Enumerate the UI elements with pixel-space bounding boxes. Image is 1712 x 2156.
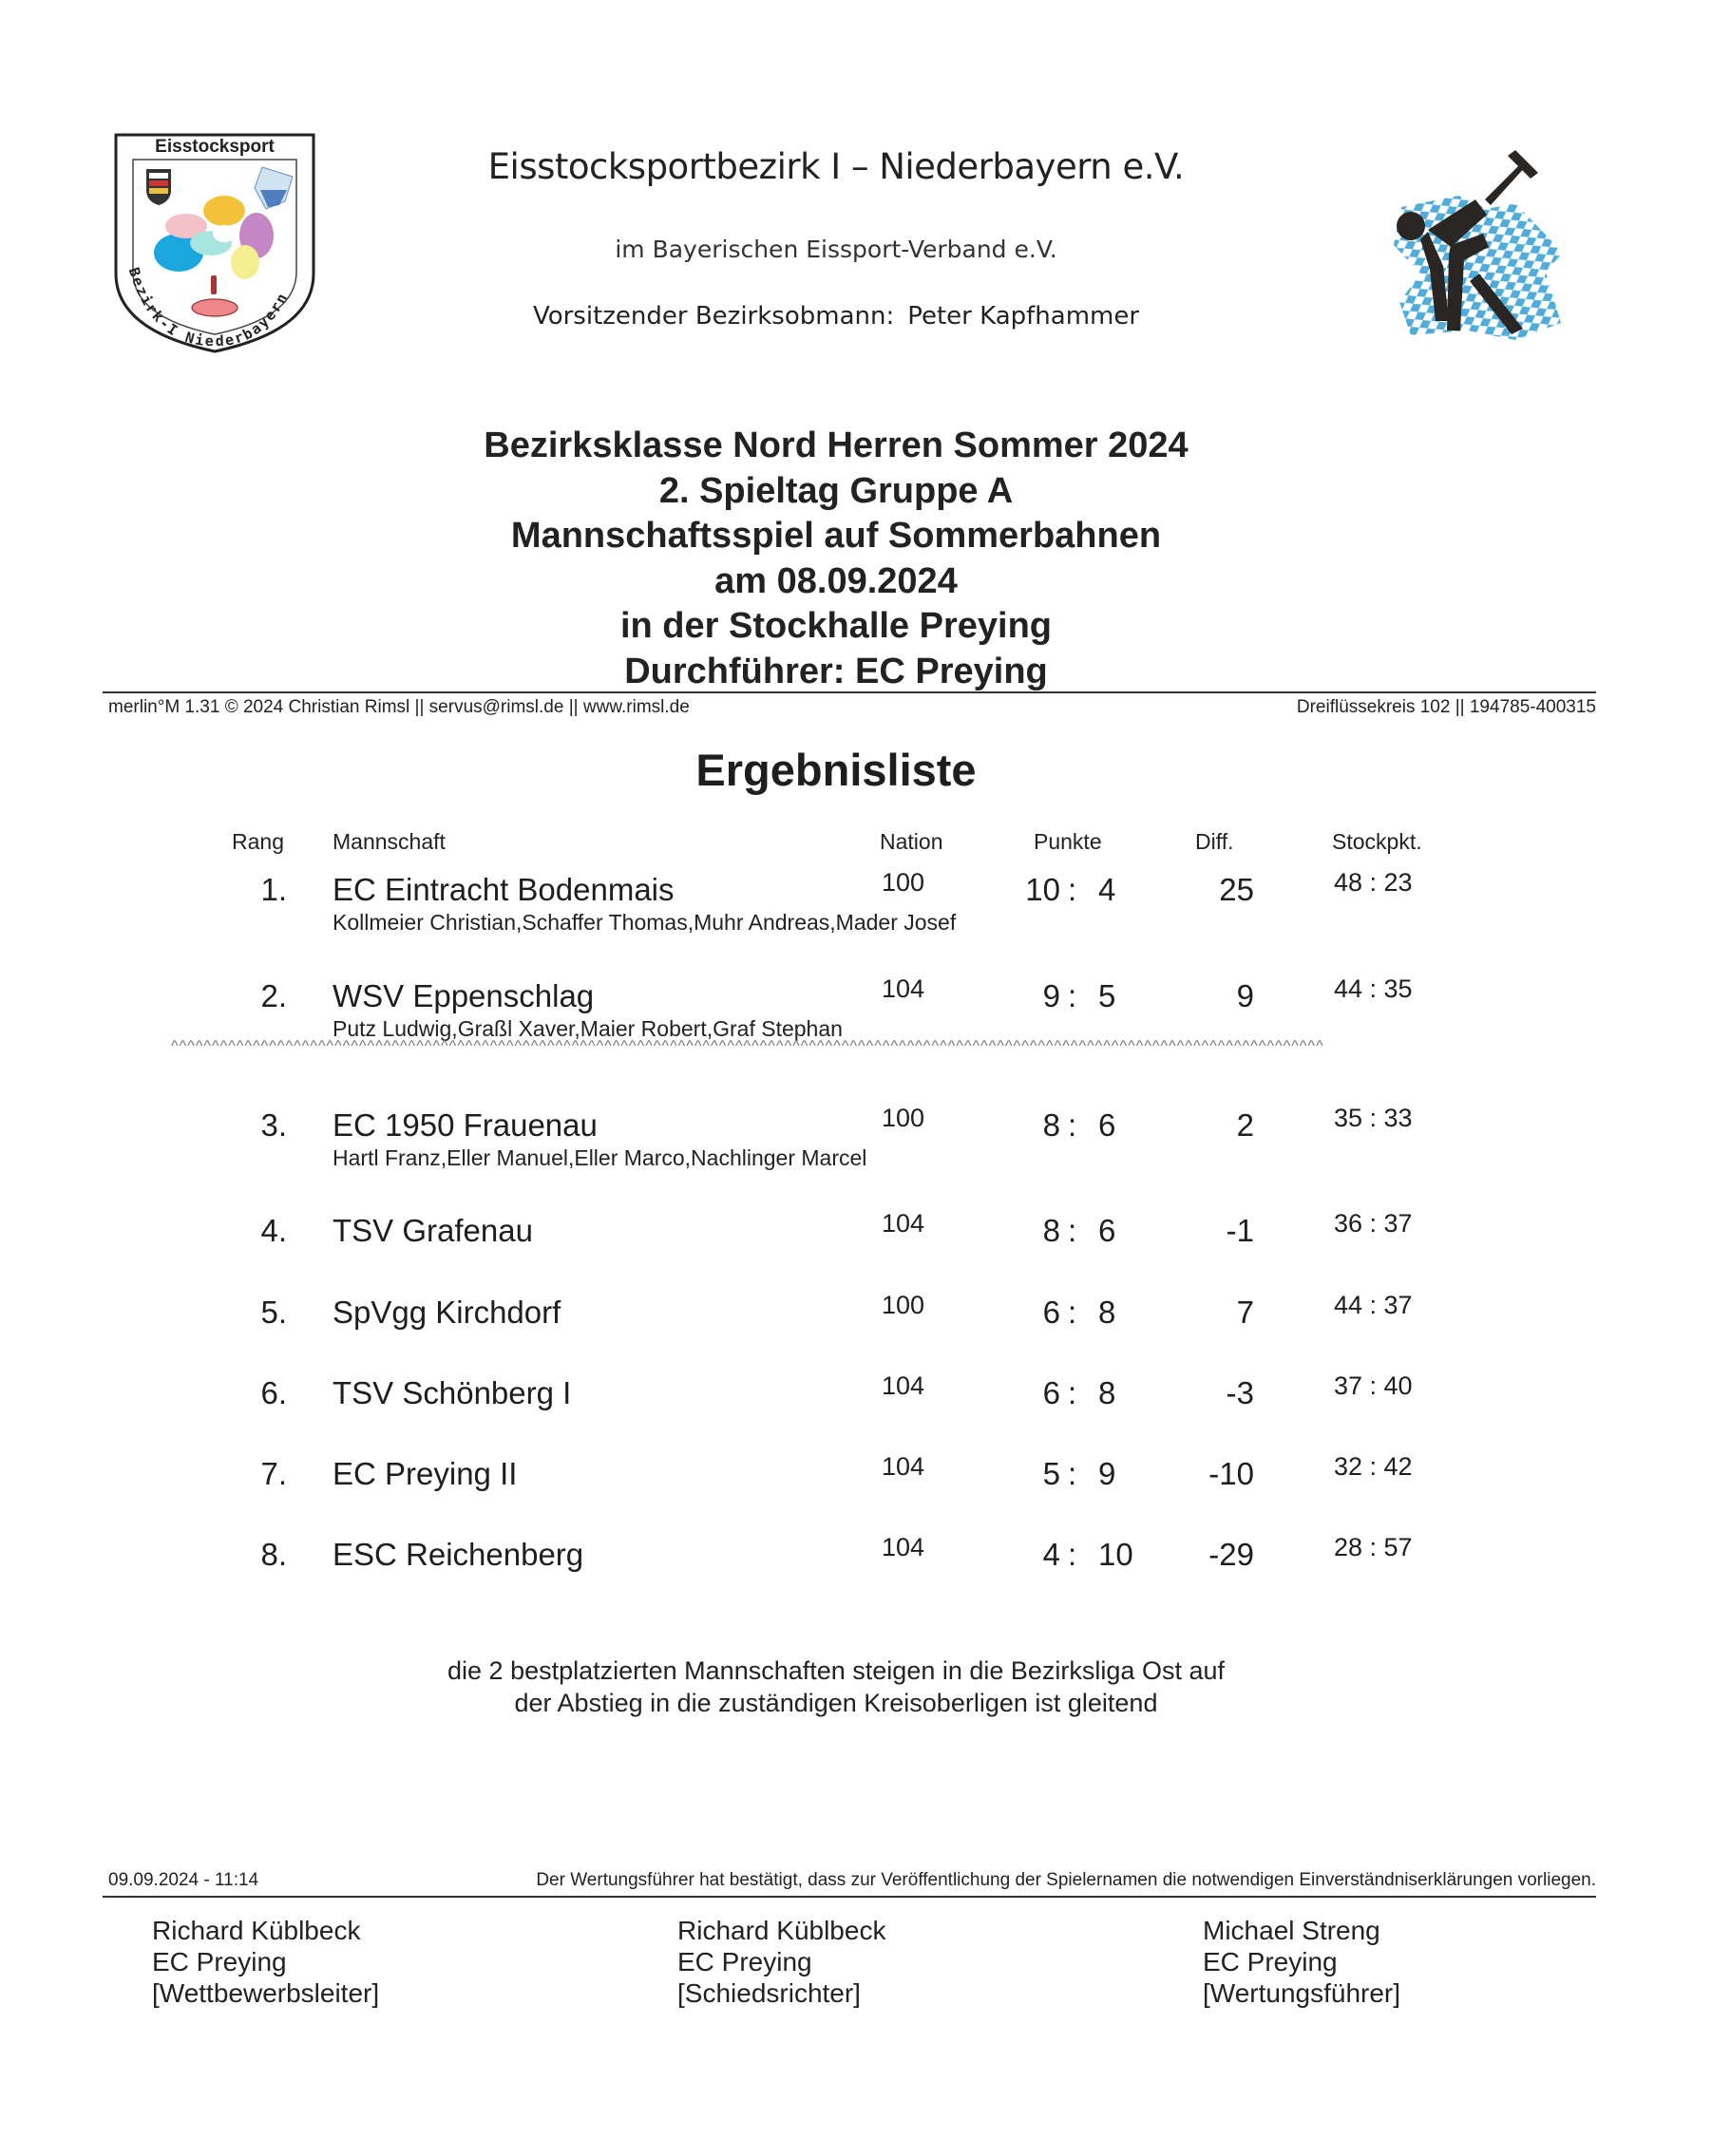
signatory-club: EC Preying [1203,1947,1338,1976]
header-divider [103,691,1596,693]
points-separator: : [1068,1537,1077,1572]
points-separator: : [1068,1213,1077,1248]
signatory-referee [677,1915,885,2009]
signatory-role: [Schiedsrichter] [677,1978,861,2008]
consent-statement: Der Wertungsführer hat bestätigt, dass zur Veröffentlichung der Spielernamen die notwendigen Einverständniserklärungen vorliegen. [536,1870,1596,1890]
difference: -3 [1226,1375,1254,1410]
points-for: 9 [1042,978,1060,1013]
column-header-mannschaft: Mannschaft [333,829,446,854]
print-timestamp: 09.09.2024 - 11:14 [108,1870,259,1890]
chairman-label: Vorsitzender Bezirksobmann: [532,302,895,331]
points-for: 4 [1042,1537,1060,1572]
difference: -1 [1226,1213,1254,1248]
nation: 104 [882,1209,925,1238]
signatory-name: Michael Streng [1203,1916,1380,1945]
team-players: Putz Ludwig,Graßl Xaver,Maier Robert,Graf Stephan [333,1016,843,1041]
rank: 3. [260,1107,287,1143]
team-name: ESC Reichenberg [333,1537,584,1572]
crest-arc-label: Bezirk-I Niederbayern [124,265,292,350]
difference: 9 [1236,978,1254,1013]
signatory-scorekeeper [1203,1915,1400,2009]
footer-divider [103,1896,1596,1898]
table-row [0,1209,1712,1289]
points-for: 8 [1042,1213,1060,1248]
signatory-competition-leader [152,1915,379,2009]
points-for: 6 [1042,1375,1060,1410]
table-row [0,1533,1712,1613]
rank: 8. [260,1537,287,1572]
crest-top-label: Eisstocksport [155,137,275,157]
points-for: 8 [1042,1107,1060,1143]
team-players: Kollmeier Christian,Schaffer Thomas,Muhr Andreas,Mader Josef [333,910,957,935]
nation: 104 [882,1452,925,1481]
points-against: 9 [1098,1456,1116,1491]
rank: 1. [260,872,287,907]
stock-points: 35 : 33 [1334,1104,1413,1132]
column-header-rang: Rang [232,829,284,854]
team-name: WSV Eppenschlag [333,978,595,1013]
signatory-role: [Wertungsführer] [1203,1978,1401,2008]
relegation-note: der Abstieg in die zuständigen Kreisoberligen ist gleitend [514,1689,1158,1717]
difference: 25 [1219,872,1254,907]
organization-subtitle: im Bayerischen Eissport-Verband e.V. [615,236,1057,263]
points-separator: : [1068,872,1077,907]
stock-points: 28 : 57 [1334,1533,1413,1561]
rank: 4. [260,1213,287,1248]
team-name: TSV Grafenau [333,1213,533,1248]
points-separator: : [1068,1295,1077,1330]
table-row [0,1452,1712,1532]
difference: -10 [1208,1456,1254,1491]
event-venue: in der Stockhalle Preying [619,606,1053,646]
nation: 104 [882,1533,925,1561]
table-row [0,868,1712,948]
signatory-club: EC Preying [677,1947,812,1976]
difference: 2 [1236,1107,1254,1143]
stock-points: 44 : 35 [1334,974,1413,1003]
stock-points: 48 : 23 [1334,868,1413,897]
results-title: Ergebnisliste [695,745,977,795]
rank: 5. [260,1295,287,1330]
software-credit: merlin°M 1.31 © 2024 Christian Rimsl || servus@rimsl.de || www.rimsl.de [108,697,690,717]
column-header-nation: Nation [880,829,943,854]
points-separator: : [1068,1375,1077,1410]
points-separator: : [1068,978,1077,1013]
eisstock-player-bavaria-icon [1373,141,1587,350]
event-format: Mannschaftsspiel auf Sommerbahnen [510,516,1162,556]
stock-points: 44 : 37 [1334,1291,1413,1319]
event-organizer: Durchführer: EC Preying [624,651,1048,691]
signatory-name: Richard Küblbeck [152,1916,361,1945]
column-header-punkte: Punkte [1034,829,1102,854]
points-against: 4 [1098,872,1116,907]
nation: 104 [882,1371,925,1400]
difference: -29 [1208,1537,1254,1572]
team-name: TSV Schönberg I [333,1375,572,1410]
signatory-club: EC Preying [152,1947,287,1976]
promotion-separator: ^^^^^^^^^^^^^^^^^^^^^^^^^^^^^^^^^^^^^^^^^^^^^^^^^^^^^^^^^^^^^^^^^^^^^^^^^^^^^^^^^^^^^^^^^^^^^^^^^^^^^^^^^^^^^^^^^^^^^^^^^^^^^^^^^^^^^^^^^^^^^ [171,1038,1324,1054]
points-for: 6 [1042,1295,1060,1330]
column-header-stockpkt: Stockpkt. [1332,829,1422,854]
points-against: 8 [1098,1295,1116,1330]
nation: 100 [882,1104,925,1132]
rank: 7. [260,1456,287,1491]
event-date: am 08.09.2024 [714,560,958,601]
points-for: 10 [1025,872,1060,907]
nation: 104 [882,974,925,1003]
team-name: EC Preying II [333,1456,518,1491]
event-matchday: 2. Spieltag Gruppe A [658,470,1014,511]
reference-code: Dreiflüssekreis 102 || 194785-400315 [1296,697,1596,717]
rank: 6. [260,1375,287,1410]
table-row [0,1104,1712,1183]
promotion-relegation-note [285,1655,1387,1719]
team-name: EC 1950 Frauenau [333,1107,598,1143]
points-for: 5 [1042,1456,1060,1491]
points-separator: : [1068,1107,1077,1143]
column-header-diff: Diff. [1195,829,1234,854]
signatory-role: [Wettbewerbsleiter] [152,1978,380,2008]
rank: 2. [260,978,287,1013]
organization-title: Eisstocksportbezirk I – Niederbayern e.V. [487,146,1185,187]
signatory-name: Richard Küblbeck [677,1916,886,1945]
stock-points: 32 : 42 [1334,1452,1413,1481]
team-name: EC Eintracht Bodenmais [333,872,675,907]
points-against: 6 [1098,1107,1116,1143]
team-players: Hartl Franz,Eller Manuel,Eller Marco,Nachlinger Marcel [333,1145,867,1170]
stock-points: 36 : 37 [1334,1209,1413,1238]
nation: 100 [882,868,925,897]
points-against: 6 [1098,1213,1116,1248]
difference: 7 [1236,1295,1254,1330]
stock-points: 37 : 40 [1334,1371,1413,1400]
chairman-name: Peter Kapfhammer [907,302,1140,331]
nation: 100 [882,1291,925,1319]
chairman-line [437,302,1235,331]
points-separator: : [1068,1456,1077,1491]
event-league: Bezirksklasse Nord Herren Sommer 2024 [484,426,1189,465]
points-against: 8 [1098,1375,1116,1410]
promotion-note: die 2 bestplatzierten Mannschaften steigen in die Bezirksliga Ost auf [447,1656,1225,1685]
eisstocksport-bezirk-crest-icon [112,131,317,355]
team-name: SpVgg Kirchdorf [333,1295,561,1330]
points-against: 5 [1098,978,1116,1013]
table-row [0,1291,1712,1371]
table-row [0,1371,1712,1451]
event-details [361,424,1311,694]
points-against: 10 [1098,1537,1133,1572]
